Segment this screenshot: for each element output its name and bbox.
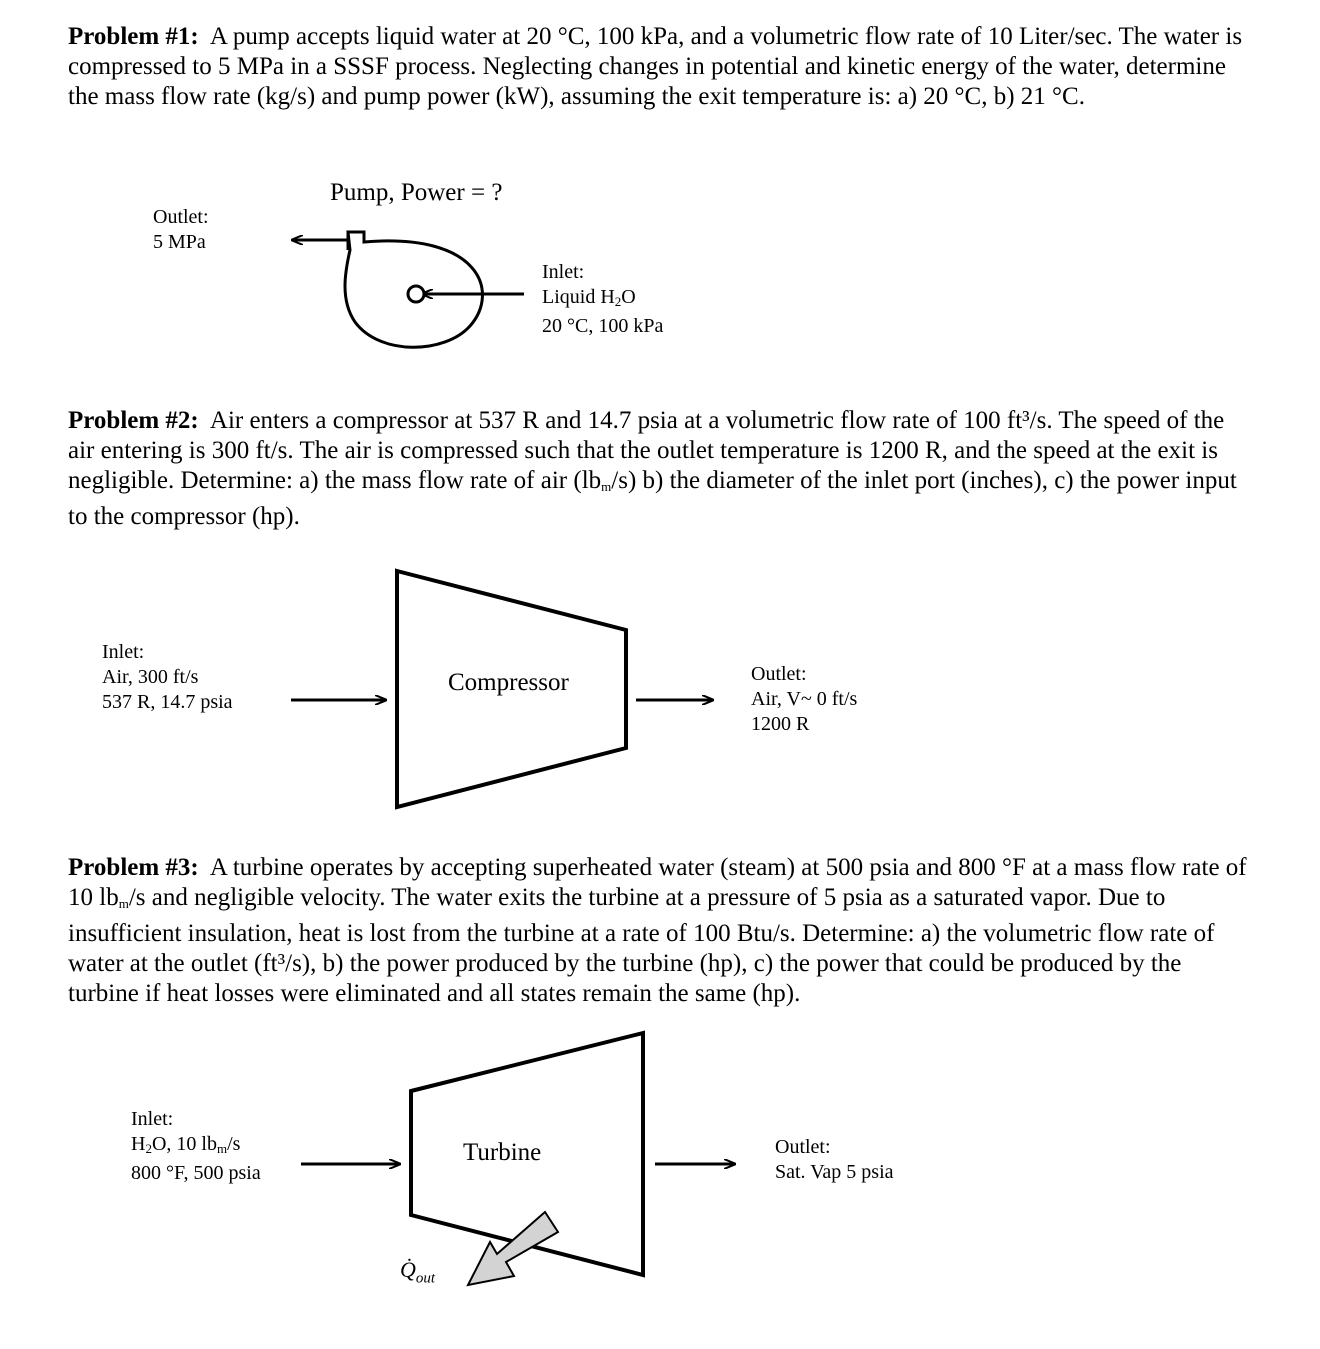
pump-diagram xyxy=(292,232,524,347)
problem-3-statement: Problem #3: A turbine operates by accepting superheated water (steam) at 500 psia and 800 °F at a mass flow rate of 10 $lb_m/s$ and negligible velocity. The water exits the turbine at a pressure of 5 psia as a saturated vapor. Due to insufficient insulation, heat is lost from the turbine at a rate of 100 Btu/s. Determine: a) the volumetric flow rate of water at the outlet (ft³/s), b) the power produced by the turbine (hp), c) the power that could be produced by the turbine if heat losses were eliminated and all states remain the same (hp). xyxy=(68,854,1247,1007)
pump-outlet-title: Outlet: xyxy=(153,206,209,228)
heat-out-label: $Q̇_{out}$ xyxy=(400,1257,436,1287)
turbine-diagram xyxy=(301,1033,735,1285)
turbine-label: Turbine xyxy=(463,1139,542,1166)
turbine-inlet-label: Inlet: $H_2O$, 10 $lb_m/s$ 800 °F, 500 psia xyxy=(131,1108,261,1184)
compressor-inlet-label: Inlet: Air, 300 ft/s 537 R, 14.7 psia xyxy=(102,641,233,713)
compressor-outlet-label: Outlet: Air, V~ 0 ft/s 1200 R xyxy=(751,663,858,735)
problem-1-text: A pump accepts liquid water at 20 °C, 100 kPa, and a volumetric flow rate of 10 Liter/sec. The water is compressed to 5 MPa in a SSSF process. Neglecting changes in potential and kinetic energy of the water, determine the mass flow rate (kg/s) and pump power (kW), assuming the exit temperature is: a) 20 °C, b) 21 °C. xyxy=(68,23,1243,110)
compressor-body xyxy=(397,571,626,807)
compressor-label: Compressor xyxy=(448,669,569,696)
pump-inlet-state: 20 °C, 100 kPa xyxy=(542,315,664,337)
problem-2-title: Problem #2: xyxy=(68,407,199,434)
compressor-diagram xyxy=(291,571,713,807)
pump-inlet-title: Inlet: xyxy=(542,261,585,283)
pump-eye xyxy=(408,286,424,302)
pump-inlet-fluid: Liquid $H_2O$ xyxy=(542,286,636,309)
pump-label: Pump, Power = ? xyxy=(330,179,503,206)
problem-3-title: Problem #3: xyxy=(68,854,199,881)
pump-outlet-pressure: 5 MPa xyxy=(153,231,206,253)
problem-1-title: Problem #1: xyxy=(68,23,199,50)
turbine-outlet-label: Outlet: Sat. Vap 5 psia xyxy=(775,1136,894,1183)
problem-2-statement: Problem #2: Air enters a compressor at 537 R and 14.7 psia at a volumetric flow rate of 100 ft³/s. The speed of the air entering is 300 ft/s. The air is compressed such that the outlet temperature is 1200 R, and the speed at the exit is negligible. Determine: a) the mass flow rate of air $(lb_m/s)$ b) the diameter of the inlet port (inches), c) the power input to the compressor (hp). xyxy=(68,407,1237,530)
